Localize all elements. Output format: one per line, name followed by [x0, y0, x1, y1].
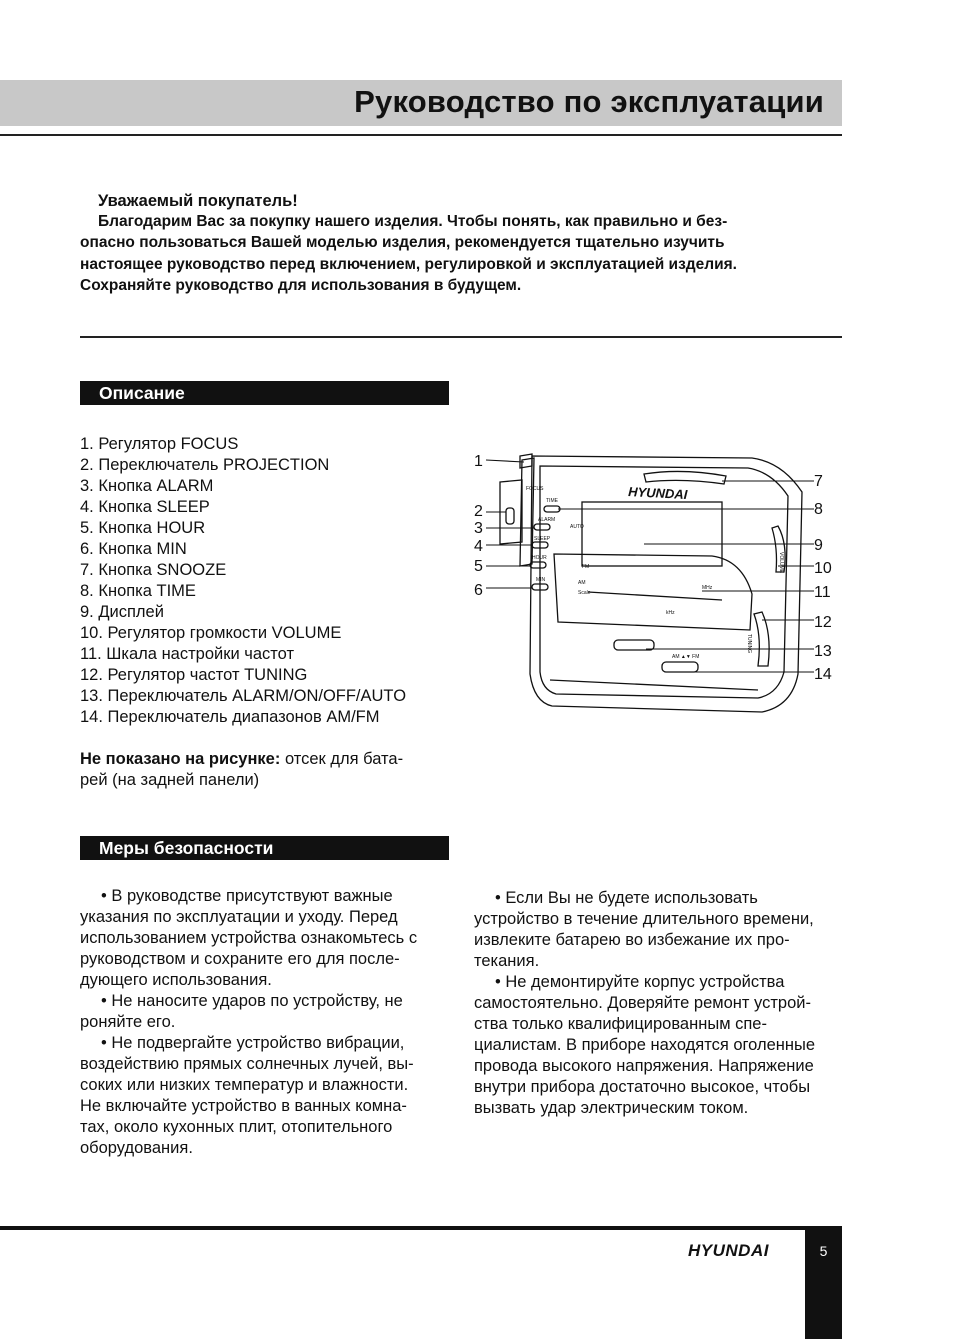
safety-line: соких или низких температур и влажности. [80, 1076, 409, 1094]
greeting-line: Благодарим Вас за покупку нашего изделия. Чтобы понять, как правильно и без- [98, 213, 728, 230]
tuning-label: TUNING [746, 634, 752, 654]
callout-2: 2 [474, 503, 483, 520]
min-label: MIN [536, 577, 546, 583]
safety-line: • Не демонтируйте корпус устройства [495, 973, 785, 991]
list-item: 13. Переключатель ALARM/ON/OFF/AUTO [80, 687, 407, 705]
safety-line: текания. [474, 952, 540, 970]
parts-list [80, 434, 406, 728]
safety-line: извлеките батарею во избежание их про- [474, 931, 790, 949]
header-rule [0, 134, 842, 136]
safety-line: тах, около кухонных плит, отопительного [80, 1118, 393, 1136]
safety-column-left [80, 886, 417, 1159]
not-shown-note [80, 749, 403, 770]
footer-rule [0, 1226, 842, 1230]
footer-brand-logo: HYUNDAI [688, 1241, 769, 1260]
mhz-label: MHz [702, 585, 713, 591]
callout-6: 6 [474, 582, 483, 599]
volume-label: VOLUME [778, 552, 784, 574]
list-item: 12. Регулятор частот TUNING [80, 666, 308, 684]
safety-line: • Если Вы не будете использовать [495, 889, 758, 907]
safety-line: дующего использования. [80, 971, 272, 989]
list-item: 2. Переключатель PROJECTION [80, 456, 330, 474]
callout-7: 7 [814, 473, 823, 490]
callout-4: 4 [474, 538, 483, 555]
callout-8: 8 [814, 501, 823, 518]
safety-line: внутри прибора достаточно высокое, чтобы [474, 1078, 811, 1096]
safety-line: Не включайте устройство в ванных комна- [80, 1097, 407, 1115]
safety-line: • Не наносите ударов по устройству, не [101, 992, 403, 1010]
device-diagram [462, 444, 842, 724]
list-item: 6. Кнопка MIN [80, 540, 187, 558]
band-label: AM ▲▼ FM [672, 654, 700, 660]
callout-1: 1 [474, 453, 483, 470]
focus-label: FOCUS [526, 486, 544, 492]
intro-rule [80, 336, 842, 338]
callout-14: 14 [814, 666, 832, 683]
safety-line: руководством и сохраните его для после- [80, 950, 400, 968]
list-item: 4. Кнопка SLEEP [80, 498, 210, 516]
khz-label: kHz [666, 610, 675, 616]
page-title: Руководство по эксплуатации [354, 84, 824, 119]
safety-line: вызвать удар электрическим током. [474, 1099, 749, 1117]
sleep-label: SLEEP [534, 536, 551, 542]
alarm-label: ALARM [538, 517, 556, 523]
callout-11: 11 [814, 584, 831, 601]
safety-line: роняйте его. [80, 1013, 176, 1031]
section-heading-description: Описание [80, 381, 449, 405]
am-label: AM [578, 580, 586, 586]
callout-5: 5 [474, 558, 483, 575]
band-slider [662, 662, 698, 672]
greeting-line: опасно пользоваться Вашей моделью изделия, рекомендуется тщательно изучить [80, 234, 725, 251]
list-item: 14. Переключатель диапазонов AM/FM [80, 708, 380, 726]
list-item: 9. Дисплей [80, 603, 164, 621]
section-heading-safety: Меры безопасности [80, 836, 449, 860]
safety-line: • Не подвергайте устройство вибрации, [101, 1034, 405, 1052]
scale-label: Scale [578, 590, 591, 596]
callout-3: 3 [474, 520, 483, 537]
safety-line: • В руководстве присутствуют важные [101, 887, 393, 905]
fm-label: FM [582, 564, 590, 570]
brand-logo: HYUNDAI [627, 484, 688, 503]
safety-line: самостоятельно. Доверяйте ремонт устрой- [474, 994, 811, 1012]
callout-13: 13 [814, 643, 832, 660]
list-item: 1. Регулятор FOCUS [80, 435, 239, 453]
snooze-button-shape [644, 471, 726, 484]
safety-line: ства только квалифицированным спе- [474, 1015, 767, 1033]
list-item: 5. Кнопка HOUR [80, 519, 206, 537]
list-item: 11. Шкала настройки частот [80, 645, 295, 663]
not-shown-note-cont: рей (на задней панели) [80, 771, 260, 789]
auto-label: AUTO [570, 524, 584, 530]
note-label: Не показано на рисунке: [80, 750, 281, 768]
page-number: 5 [819, 1243, 828, 1259]
greeting-line: Сохраняйте руководство для использования в будущем. [80, 277, 522, 294]
hour-label: HOUR [532, 555, 547, 561]
safety-line: циалистам. В приборе находятся оголенные [474, 1036, 816, 1054]
note-text: отсек для бата- [280, 750, 404, 768]
callout-10: 10 [814, 560, 832, 577]
safety-column-right [474, 888, 815, 1119]
greeting-title: Уважаемый покупатель! [98, 192, 298, 210]
safety-line: оборудования. [80, 1139, 193, 1157]
list-item: 3. Кнопка ALARM [80, 477, 214, 495]
list-item: 8. Кнопка TIME [80, 582, 196, 600]
safety-line: провода высокого напряжения. Напряжение [474, 1057, 814, 1075]
safety-line: указания по эксплуатации и уходу. Перед [80, 908, 398, 926]
safety-line: устройство в течение длительного времени, [474, 910, 814, 928]
time-label: TIME [546, 498, 558, 504]
greeting-line: настоящее руководство перед включением, регулировкой и эксплуатацией изделия. [80, 256, 737, 273]
callout-12: 12 [814, 614, 832, 631]
list-item: 10. Регулятор громкости VOLUME [80, 624, 342, 642]
callout-9: 9 [814, 537, 823, 554]
safety-line: воздействию прямых солнечных лучей, вы- [80, 1055, 414, 1073]
list-item: 7. Кнопка SNOOZE [80, 561, 227, 579]
safety-line: использованием устройства ознакомьтесь с [80, 929, 418, 947]
